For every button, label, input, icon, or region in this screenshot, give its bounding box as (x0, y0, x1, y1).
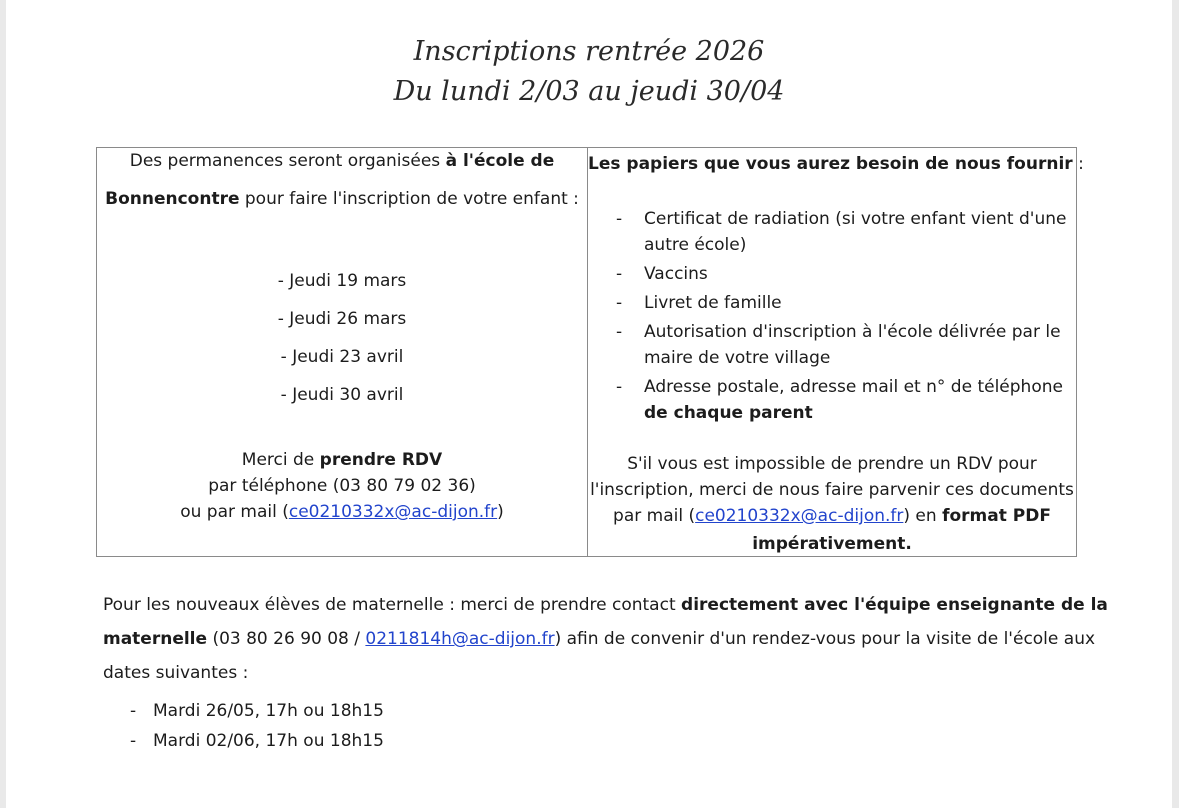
bullet-dash: - (616, 322, 623, 342)
bullet-dash: - (616, 209, 623, 229)
phone-line: par téléphone (03 80 79 02 36) (208, 476, 476, 496)
document-item: Certificat de radiation (si votre enfant vient d'une (644, 209, 1067, 229)
document-item: Livret de famille (644, 293, 782, 313)
date-item: - Jeudi 23 avril (280, 347, 404, 367)
date-item: - Jeudi 30 avril (280, 385, 404, 405)
info-table (96, 147, 1084, 557)
document-page (6, 0, 1172, 808)
document-item-cont: de chaque parent (644, 403, 813, 423)
document-item: Autorisation d'inscription à l'école délivrée par le (644, 322, 1061, 342)
note-line2: l'inscription, merci de nous faire parvenir ces documents (590, 480, 1074, 500)
note-line3: par mail (ce0210332x@ac-dijon.fr) en format PDF (613, 506, 1051, 526)
visit-date-item: Mardi 02/06, 17h ou 18h15 (153, 731, 384, 751)
bullet-dash: - (130, 731, 137, 751)
note-line4: impérativement. (752, 534, 912, 554)
document-item-cont: autre école) (644, 235, 747, 255)
document-item-cont: maire de votre village (644, 348, 831, 368)
maternelle-paragraph-line3: dates suivantes : (103, 663, 249, 683)
maternelle-paragraph-line1: Pour les nouveaux élèves de maternelle : merci de prendre contact directement avec l'équipe enseignante de la (103, 595, 1108, 615)
date-item: - Jeudi 19 mars (277, 271, 407, 291)
maternelle-paragraph-line2: maternelle (03 80 26 90 08 / 0211814h@ac-dijon.fr) afin de convenir d'un rendez-vous pour la visite de l'école aux (103, 629, 1096, 649)
intro-line1: Des permanences seront organisées à l'école de (129, 151, 555, 171)
email-link[interactable]: ce0210332x@ac-dijon.fr (695, 506, 904, 526)
bullet-dash: - (616, 293, 623, 313)
date-item: - Jeudi 26 mars (277, 309, 407, 329)
rdv-line: Merci de prendre RDV (241, 450, 443, 470)
bullet-dash: - (130, 701, 137, 721)
page-title: Inscriptions rentrée 2026 (413, 36, 765, 67)
document-item: Vaccins (644, 264, 708, 284)
intro-line2: Bonnencontre pour faire l'inscription de votre enfant : (105, 189, 579, 209)
email-link[interactable]: 0211814h@ac-dijon.fr (365, 629, 555, 649)
documents-heading: Les papiers que vous aurez besoin de nous fournir : (588, 154, 1084, 174)
page-subtitle: Du lundi 2/03 au jeudi 30/04 (393, 76, 785, 107)
bullet-dash: - (616, 264, 623, 284)
document-item: Adresse postale, adresse mail et n° de téléphone (644, 377, 1063, 397)
mail-line: ou par mail (ce0210332x@ac-dijon.fr) (180, 502, 504, 522)
note-line1: S'il vous est impossible de prendre un RDV pour (627, 454, 1037, 474)
email-link[interactable]: ce0210332x@ac-dijon.fr (288, 502, 498, 522)
bullet-dash: - (616, 377, 623, 397)
visit-date-item: Mardi 26/05, 17h ou 18h15 (153, 701, 384, 721)
